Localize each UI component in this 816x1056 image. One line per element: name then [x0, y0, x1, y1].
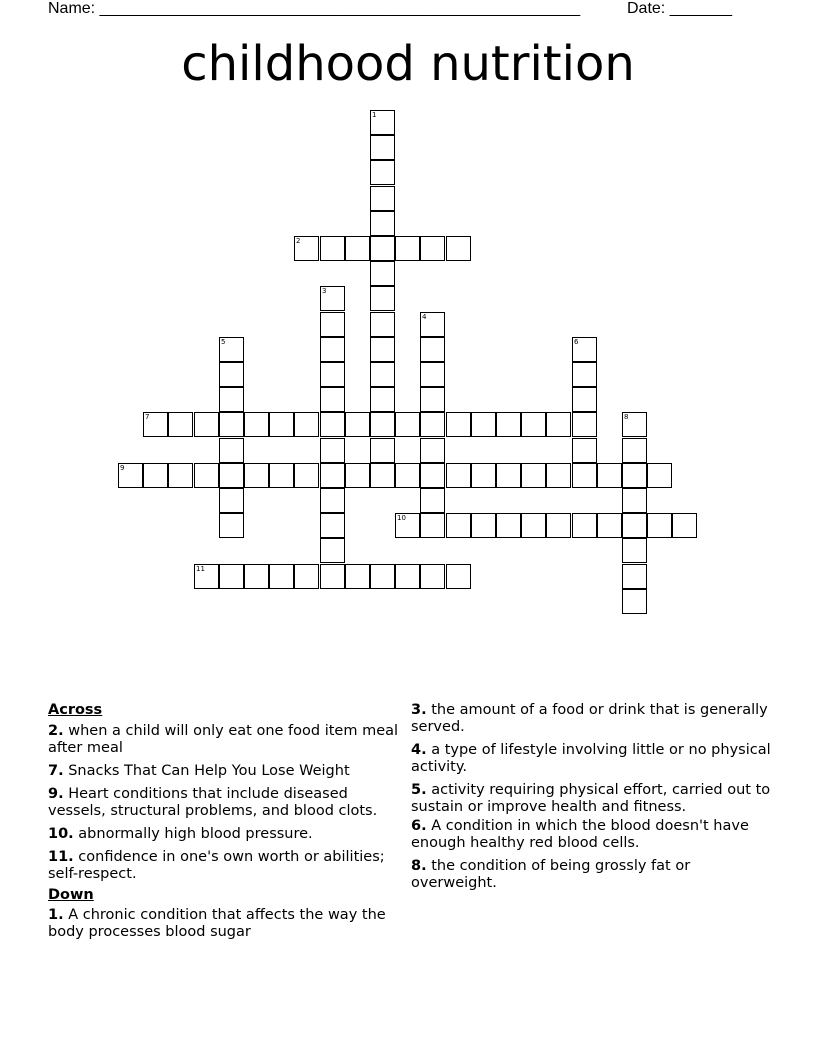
- crossword-cell[interactable]: [622, 564, 647, 589]
- crossword-cell[interactable]: [572, 387, 597, 412]
- crossword-cell[interactable]: [597, 513, 622, 538]
- crossword-cell[interactable]: [446, 513, 471, 538]
- crossword-cell[interactable]: [546, 463, 571, 488]
- crossword-cell[interactable]: [496, 463, 521, 488]
- crossword-cell[interactable]: [446, 412, 471, 437]
- clue-text: confidence in one's own worth or abilities; self-respect.: [48, 849, 385, 882]
- crossword-cell[interactable]: [420, 312, 445, 337]
- crossword-cell[interactable]: [345, 236, 370, 261]
- across-clue: [48, 849, 408, 883]
- crossword-cell[interactable]: [420, 236, 445, 261]
- clue-number: 2.: [48, 723, 64, 739]
- clue-text: Heart conditions that include diseased vessels, structural problems, and blood clots.: [48, 786, 378, 819]
- crossword-cell[interactable]: [420, 387, 445, 412]
- clue-number: 7.: [48, 763, 64, 779]
- crossword-cell[interactable]: [622, 488, 647, 513]
- crossword-cell[interactable]: [420, 362, 445, 387]
- across-clue: [48, 763, 408, 780]
- crossword-cell[interactable]: [471, 513, 496, 538]
- crossword-cell[interactable]: [496, 412, 521, 437]
- crossword-cell[interactable]: [219, 337, 244, 362]
- crossword-cell[interactable]: [118, 463, 143, 488]
- crossword-cell[interactable]: [672, 513, 697, 538]
- crossword-cell[interactable]: [320, 312, 345, 337]
- crossword-cell[interactable]: [647, 463, 672, 488]
- crossword-cell[interactable]: [294, 236, 319, 261]
- across-clue: [48, 723, 408, 757]
- crossword-cell[interactable]: [370, 110, 395, 135]
- clue-number-label: 5: [221, 338, 226, 346]
- crossword-cell[interactable]: [219, 387, 244, 412]
- down-clue: [411, 858, 771, 892]
- crossword-cell[interactable]: [370, 160, 395, 185]
- crossword-cell[interactable]: [370, 312, 395, 337]
- clue-number-label: 4: [422, 313, 427, 321]
- down-clue: [411, 818, 771, 852]
- crossword-cell[interactable]: [647, 513, 672, 538]
- crossword-cell[interactable]: [320, 286, 345, 311]
- clue-text: abnormally high blood pressure.: [78, 826, 313, 842]
- crossword-cell[interactable]: [572, 362, 597, 387]
- clue-text: A chronic condition that affects the way the body processes blood sugar: [48, 907, 386, 940]
- crossword-cell[interactable]: [320, 438, 345, 463]
- down-clue: [411, 782, 771, 816]
- crossword-cell[interactable]: [219, 513, 244, 538]
- crossword-cell[interactable]: [446, 564, 471, 589]
- crossword-cell[interactable]: [622, 463, 647, 488]
- crossword-cell[interactable]: [420, 463, 445, 488]
- crossword-cell[interactable]: [143, 463, 168, 488]
- crossword-cell[interactable]: [446, 236, 471, 261]
- crossword-cell[interactable]: [219, 564, 244, 589]
- across-clue: [48, 826, 408, 843]
- crossword-cell[interactable]: [420, 412, 445, 437]
- clue-number-label: 11: [196, 565, 205, 573]
- name-field-line[interactable]: Name: ______________________________________________________: [48, 0, 581, 17]
- clue-number: 9.: [48, 786, 64, 802]
- down-heading: Down: [48, 887, 94, 903]
- crossword-cell[interactable]: [446, 463, 471, 488]
- clue-text: Snacks That Can Help You Lose Weight: [68, 763, 350, 779]
- crossword-cell[interactable]: [320, 513, 345, 538]
- crossword-cell[interactable]: [546, 412, 571, 437]
- crossword-cell[interactable]: [320, 538, 345, 563]
- crossword-cell[interactable]: [320, 488, 345, 513]
- crossword-cell[interactable]: [370, 261, 395, 286]
- crossword-cell[interactable]: [320, 412, 345, 437]
- crossword-cell[interactable]: [370, 286, 395, 311]
- crossword-cell[interactable]: [521, 412, 546, 437]
- down-clue: [411, 742, 771, 776]
- clue-number-label: 8: [624, 413, 629, 421]
- crossword-cell[interactable]: [269, 564, 294, 589]
- crossword-cell[interactable]: [143, 412, 168, 437]
- crossword-cell[interactable]: [622, 513, 647, 538]
- crossword-cell[interactable]: [597, 463, 622, 488]
- crossword-cell[interactable]: [572, 337, 597, 362]
- clue-number: 6.: [411, 818, 427, 834]
- clue-number: 11.: [48, 849, 74, 865]
- crossword-cell[interactable]: [244, 564, 269, 589]
- clue-text: a type of lifestyle involving little or no physical activity.: [411, 742, 771, 775]
- clue-number-label: 6: [574, 338, 579, 346]
- clue-number-label: 10: [397, 514, 406, 522]
- crossword-cell[interactable]: [370, 438, 395, 463]
- across-heading: Across: [48, 702, 103, 718]
- date-field-line[interactable]: Date: _______: [627, 0, 732, 17]
- crossword-cell[interactable]: [622, 538, 647, 563]
- crossword-cell[interactable]: [219, 488, 244, 513]
- crossword-cell[interactable]: [622, 412, 647, 437]
- crossword-cell[interactable]: [572, 513, 597, 538]
- down-clue: [411, 702, 771, 736]
- clue-number: 4.: [411, 742, 427, 758]
- clue-text: A condition in which the blood doesn't have enough healthy red blood cells.: [411, 818, 749, 851]
- crossword-cell[interactable]: [320, 362, 345, 387]
- crossword-cell[interactable]: [496, 513, 521, 538]
- crossword-cell[interactable]: [370, 564, 395, 589]
- crossword-cell[interactable]: [572, 438, 597, 463]
- crossword-cell[interactable]: [194, 564, 219, 589]
- crossword-cell[interactable]: [370, 135, 395, 160]
- crossword-cell[interactable]: [320, 337, 345, 362]
- crossword-cell[interactable]: [395, 412, 420, 437]
- crossword-cell[interactable]: [194, 412, 219, 437]
- crossword-cell[interactable]: [269, 463, 294, 488]
- crossword-cell[interactable]: [370, 412, 395, 437]
- clue-number: 8.: [411, 858, 427, 874]
- crossword-cell[interactable]: [294, 564, 319, 589]
- crossword-cell[interactable]: [420, 337, 445, 362]
- crossword-cell[interactable]: [244, 412, 269, 437]
- crossword-cell[interactable]: [370, 337, 395, 362]
- crossword-cell[interactable]: [395, 236, 420, 261]
- clue-number: 5.: [411, 782, 427, 798]
- crossword-cell[interactable]: [269, 412, 294, 437]
- crossword-cell[interactable]: [622, 589, 647, 614]
- crossword-cell[interactable]: [521, 463, 546, 488]
- crossword-cell[interactable]: [395, 513, 420, 538]
- crossword-cell[interactable]: [320, 236, 345, 261]
- clue-text: activity requiring physical effort, carried out to sustain or improve health and fitness.: [411, 782, 771, 815]
- clue-number-label: 2: [296, 237, 301, 245]
- clue-number-label: 3: [322, 287, 327, 295]
- clue-text: when a child will only eat one food item meal after meal: [48, 723, 399, 756]
- crossword-cell[interactable]: [546, 513, 571, 538]
- crossword-cell[interactable]: [345, 412, 370, 437]
- crossword-cell[interactable]: [294, 463, 319, 488]
- crossword-cell[interactable]: [320, 564, 345, 589]
- crossword-cell[interactable]: [420, 564, 445, 589]
- crossword-cell[interactable]: [420, 488, 445, 513]
- crossword-cell[interactable]: [168, 463, 193, 488]
- crossword-cell[interactable]: [345, 564, 370, 589]
- crossword-cell[interactable]: [370, 387, 395, 412]
- clue-number: 1.: [48, 907, 64, 923]
- crossword-cell[interactable]: [168, 412, 193, 437]
- clues-column-right: [411, 702, 771, 898]
- crossword-cell[interactable]: [219, 463, 244, 488]
- clue-text: the amount of a food or drink that is generally served.: [411, 702, 768, 735]
- crossword-cell[interactable]: [420, 513, 445, 538]
- crossword-cell[interactable]: [219, 438, 244, 463]
- crossword-cell[interactable]: [370, 463, 395, 488]
- crossword-cell[interactable]: [395, 564, 420, 589]
- crossword-cell[interactable]: [521, 513, 546, 538]
- crossword-cell[interactable]: [622, 438, 647, 463]
- page-title: childhood nutrition: [181, 36, 635, 92]
- clue-number: 3.: [411, 702, 427, 718]
- crossword-cell[interactable]: [370, 362, 395, 387]
- clue-number-label: 9: [120, 464, 125, 472]
- crossword-cell[interactable]: [370, 236, 395, 261]
- clue-text: the condition of being grossly fat or overweight.: [411, 858, 691, 891]
- crossword-cell[interactable]: [219, 362, 244, 387]
- crossword-cell[interactable]: [572, 463, 597, 488]
- crossword-cell[interactable]: [395, 463, 420, 488]
- crossword-cell[interactable]: [572, 412, 597, 437]
- crossword-cell[interactable]: [345, 463, 370, 488]
- crossword-cell[interactable]: [370, 186, 395, 211]
- crossword-cell[interactable]: [219, 412, 244, 437]
- crossword-cell[interactable]: [320, 387, 345, 412]
- crossword-cell[interactable]: [370, 211, 395, 236]
- clue-number-label: 1: [372, 111, 377, 119]
- crossword-cell[interactable]: [420, 438, 445, 463]
- clue-number: 10.: [48, 826, 74, 842]
- crossword-cell[interactable]: [294, 412, 319, 437]
- crossword-cell[interactable]: [471, 412, 496, 437]
- crossword-cell[interactable]: [471, 463, 496, 488]
- crossword-cell[interactable]: [244, 463, 269, 488]
- across-clue: [48, 786, 408, 820]
- clues-column-left: [48, 702, 408, 947]
- crossword-cell[interactable]: [320, 463, 345, 488]
- clue-number-label: 7: [145, 413, 150, 421]
- crossword-cell[interactable]: [194, 463, 219, 488]
- down-clue: [48, 907, 408, 941]
